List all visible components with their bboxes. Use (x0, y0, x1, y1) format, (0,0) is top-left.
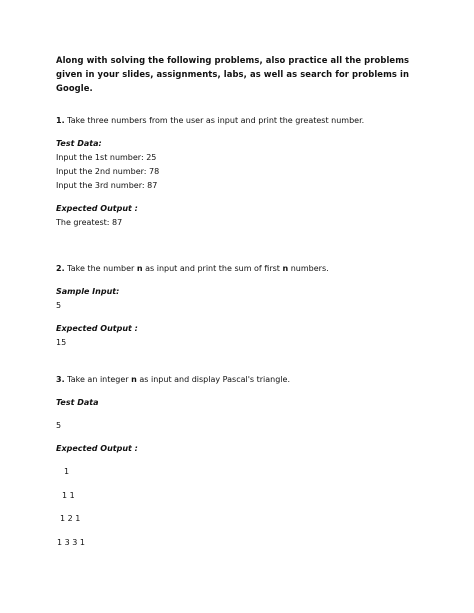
problem-2-output-label: Expected Output : (56, 324, 138, 333)
problem-3-input: 5 (56, 421, 62, 430)
problem-1-output: The greatest: 87 (56, 218, 123, 227)
problem-1-input-1: Input the 1st number: 25 (56, 153, 157, 162)
problem-1-input-3: Input the 3rd number: 87 (56, 181, 158, 190)
problem-3-number: 3. (56, 375, 65, 384)
problem-2-var-n: n (136, 264, 143, 273)
problem-3-text-b: as input and display Pascal's triangle. (136, 375, 291, 384)
intro-paragraph: Along with solving the following problems, also practice all the problems given in your slides, assignments, labs, as well as search for problems in Google. (56, 55, 410, 93)
problem-1-number: 1. (56, 116, 65, 125)
problem-2-output: 15 (56, 338, 67, 347)
problem-3-output-label: Expected Output : (56, 444, 138, 453)
pascal-row-4: 1 3 3 1 (57, 538, 85, 547)
problem-3-data-label: Test Data (56, 398, 99, 407)
problem-2-number: 2. (56, 264, 65, 273)
pascal-row-2: 1 1 (62, 491, 75, 500)
problem-3-var-n: n (131, 375, 137, 384)
problem-1-text: Take three numbers from the user as input and print the greatest number. (64, 116, 365, 125)
problem-2-data-label: Sample Input: (56, 287, 120, 296)
pascal-row-3: 1 2 1 (60, 514, 81, 523)
problem-2-statement (56, 264, 329, 274)
problem-2-text-c: numbers. (288, 264, 329, 273)
pascal-row-1: 1 (64, 467, 70, 476)
problem-1-statement (56, 116, 364, 126)
problem-1-output-label: Expected Output : (56, 204, 138, 213)
problem-1-input-2: Input the 2nd number: 78 (56, 167, 160, 176)
problem-2-text-a: Take the number (64, 264, 137, 273)
problem-2-text-b: as input and print the sum of first (142, 264, 283, 273)
problem-2-var-n-2: n (282, 264, 289, 273)
problem-2-input: 5 (56, 301, 62, 310)
problem-3-statement (56, 375, 290, 385)
problem-1-data-label: Test Data: (56, 139, 102, 148)
problem-3-text-a: Take an integer (64, 375, 132, 384)
